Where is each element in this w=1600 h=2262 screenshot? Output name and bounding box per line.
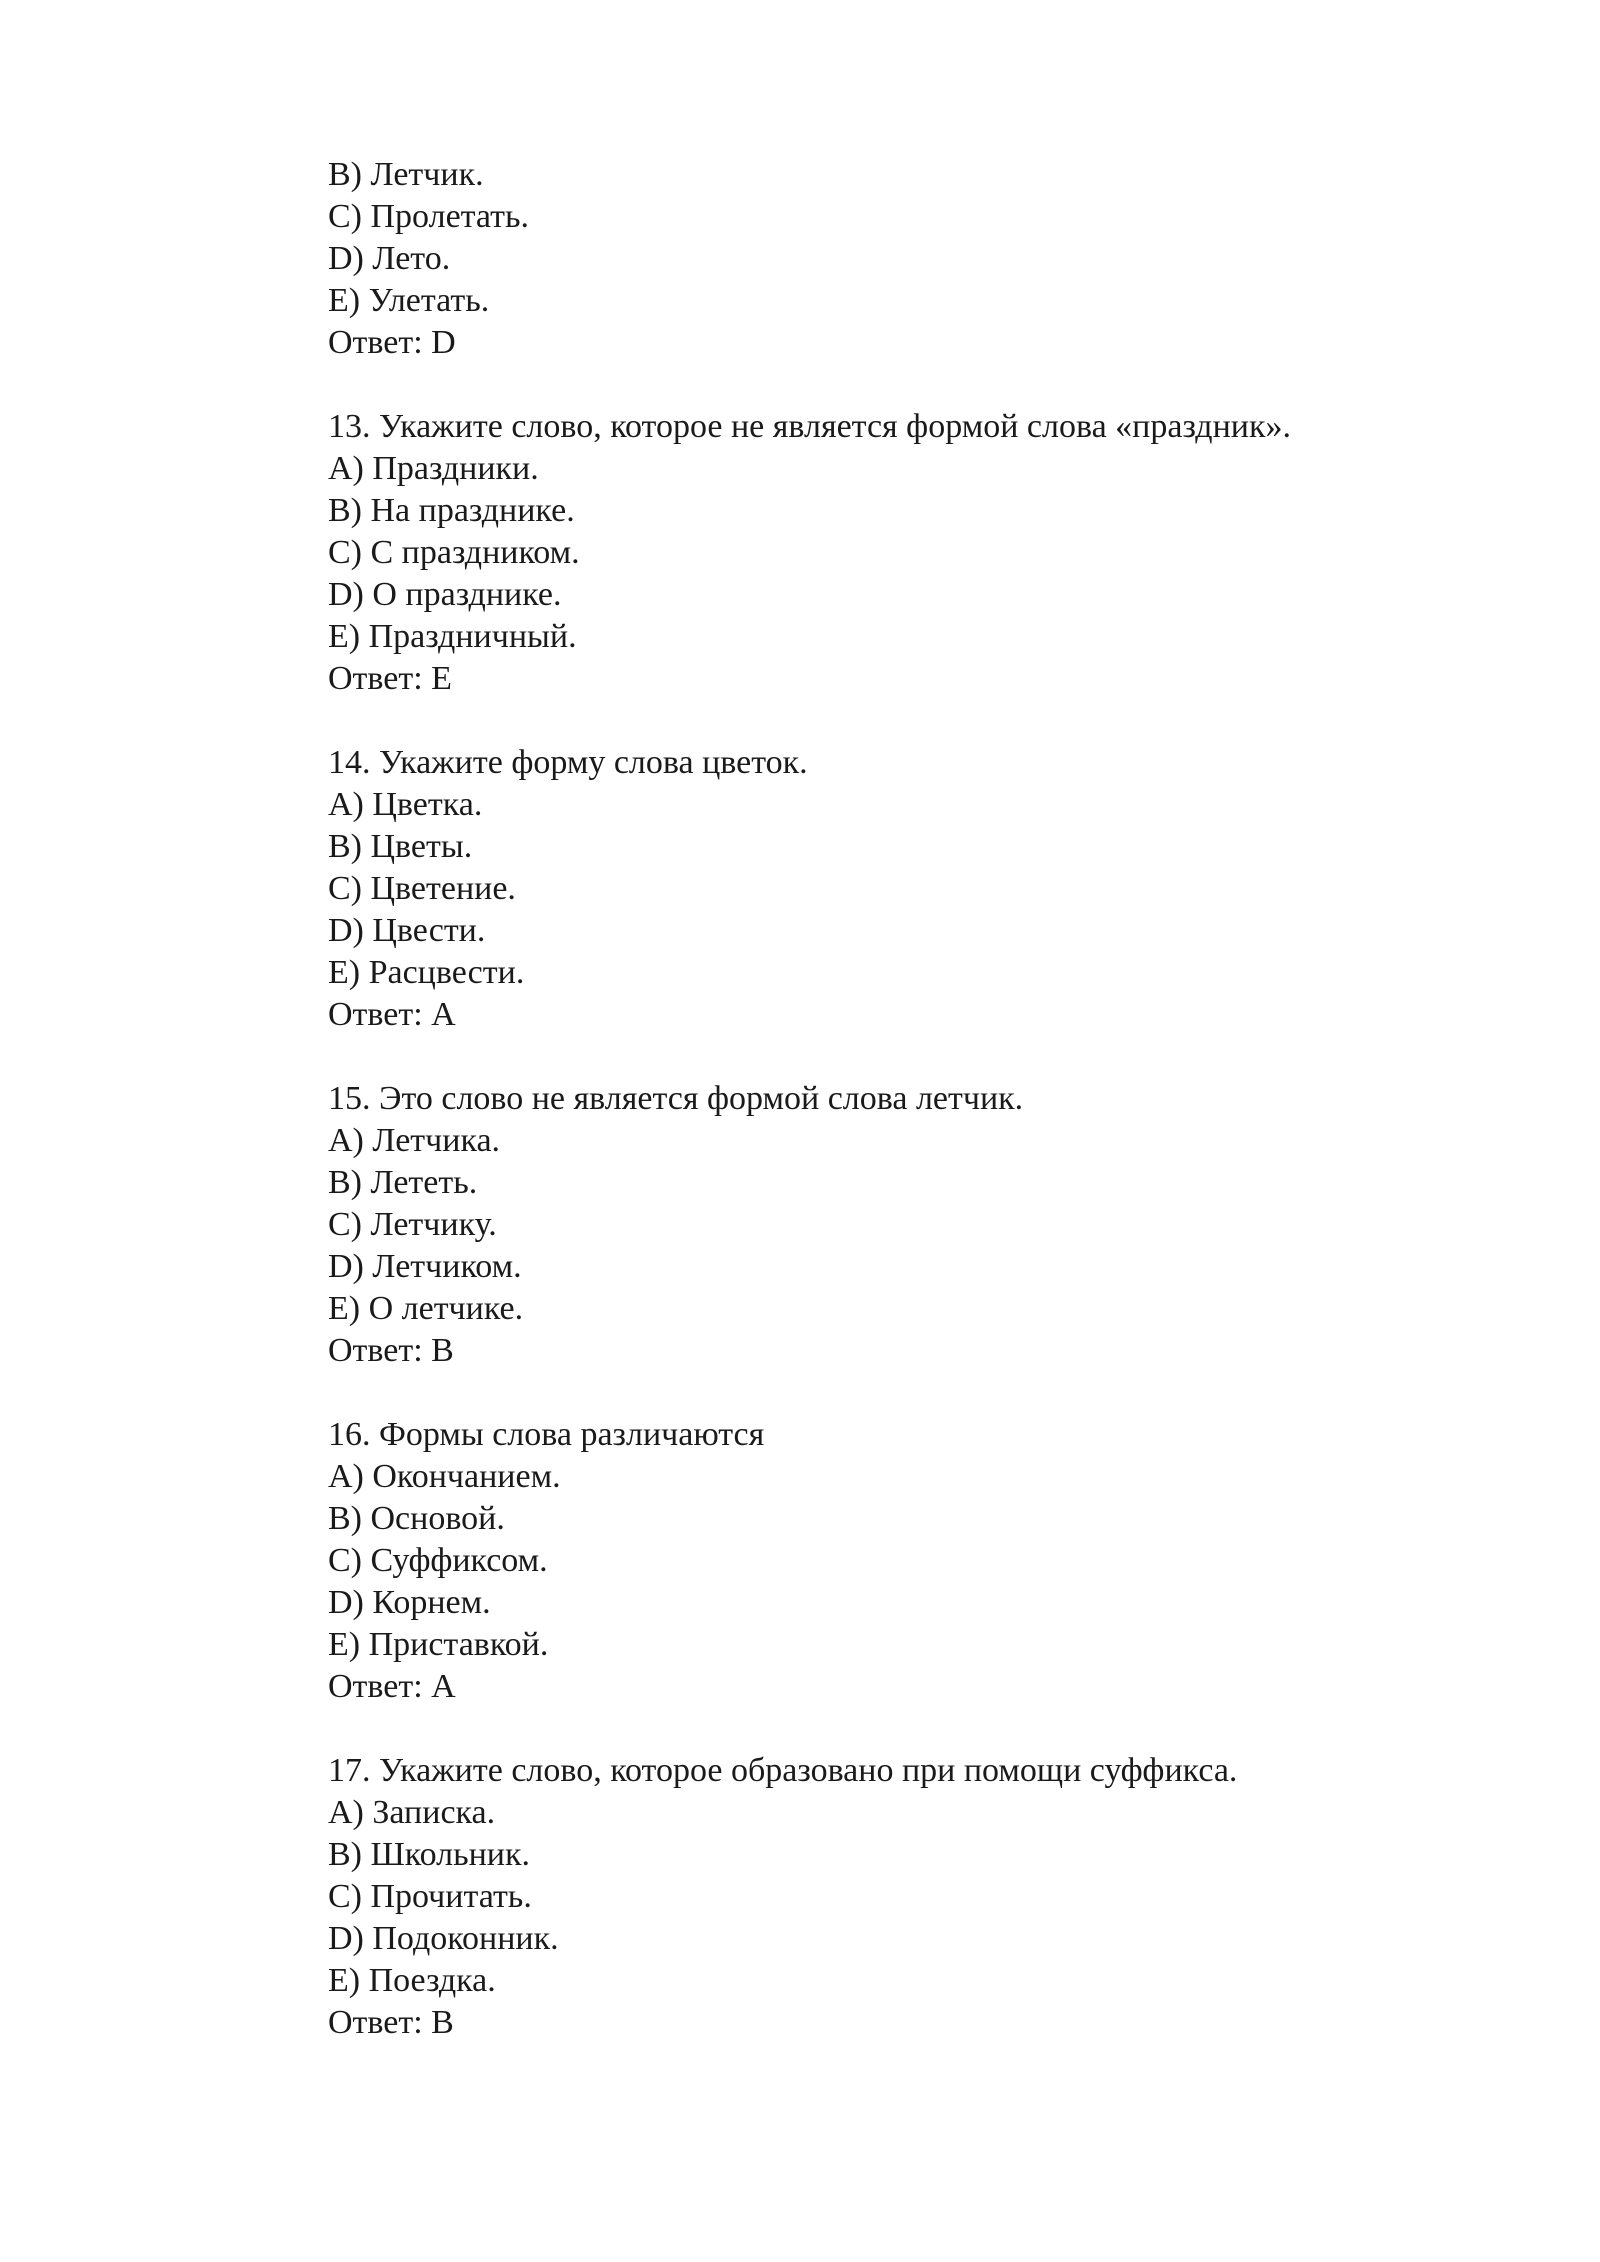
answer-line: Ответ: A — [328, 1668, 456, 1705]
option-line: B) Школьник. — [328, 1836, 531, 1873]
option-line: A) Окончанием. — [328, 1458, 561, 1495]
option-line: C) Пролетать. — [328, 198, 530, 235]
option-line: B) Летчик. — [328, 156, 484, 193]
option-line: A) Летчика. — [328, 1122, 501, 1159]
option-line: B) Цветы. — [328, 828, 473, 865]
option-line: A) Записка. — [328, 1794, 496, 1831]
option-line: C) Прочитать. — [328, 1878, 532, 1915]
spacer — [328, 1036, 1478, 1078]
option-line: E) Приставкой. — [328, 1626, 549, 1663]
answer-line: Ответ: B — [328, 1332, 454, 1369]
answer-line: Ответ: D — [328, 324, 456, 361]
question-text: 14. Укажите форму слова цветок. — [328, 744, 808, 781]
option-line: D) Летчиком. — [328, 1248, 522, 1285]
option-line: D) Цвести. — [328, 912, 486, 949]
option-line: D) Корнем. — [328, 1584, 491, 1621]
option-line: E) Расцвести. — [328, 954, 525, 991]
option-line: C) Летчику. — [328, 1206, 497, 1243]
spacer — [328, 364, 1478, 406]
option-line: C) С праздником. — [328, 534, 580, 571]
option-line: E) Улетать. — [328, 282, 490, 319]
question-13 — [328, 406, 1478, 700]
spacer — [328, 1372, 1478, 1414]
option-line: B) На празднике. — [328, 492, 575, 529]
question-text: 17. Укажите слово, которое образовано при помощи суффикса. — [328, 1752, 1238, 1789]
option-line: B) Лететь. — [328, 1164, 478, 1201]
option-line: A) Праздники. — [328, 450, 539, 487]
question-15 — [328, 1078, 1478, 1372]
answer-line: Ответ: A — [328, 996, 456, 1033]
option-line: D) Лето. — [328, 240, 451, 277]
question-17 — [328, 1750, 1478, 2044]
option-line: E) Праздничный. — [328, 618, 577, 655]
document-page — [328, 154, 1478, 2044]
question-14 — [328, 742, 1478, 1036]
question-text: 16. Формы слова различаются — [328, 1416, 765, 1453]
option-line: A) Цветка. — [328, 786, 483, 823]
question-text: 13. Укажите слово, которое не является формой слова «праздник». — [328, 408, 1291, 445]
option-line: B) Основой. — [328, 1500, 505, 1537]
option-line: C) Цветение. — [328, 870, 516, 907]
option-line: D) О празднике. — [328, 576, 562, 613]
spacer — [328, 700, 1478, 742]
question-text: 15. Это слово не является формой слова летчик. — [328, 1080, 1024, 1117]
continuation-block — [328, 154, 1478, 364]
option-line: D) Подоконник. — [328, 1920, 559, 1957]
option-line: E) Поездка. — [328, 1962, 496, 1999]
option-line: C) Суффиксом. — [328, 1542, 548, 1579]
option-line: E) О летчике. — [328, 1290, 524, 1327]
question-16 — [328, 1414, 1478, 1708]
answer-line: Ответ: B — [328, 2004, 454, 2041]
answer-line: Ответ: E — [328, 660, 452, 697]
spacer — [328, 1708, 1478, 1750]
